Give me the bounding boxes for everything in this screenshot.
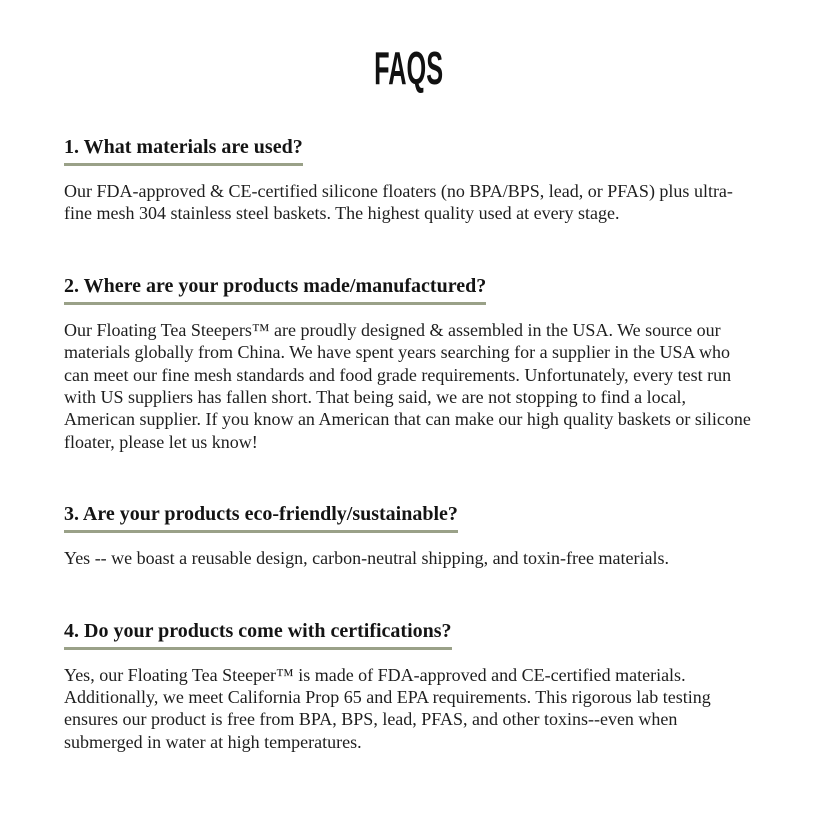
faq-list: [64, 136, 753, 753]
faq-question: 4. Do your products come with certifications?: [64, 620, 452, 650]
faq-question: 3. Are your products eco-friendly/sustainable?: [64, 503, 458, 533]
faq-question: 1. What materials are used?: [64, 136, 303, 166]
faq-item-3: [64, 503, 753, 569]
page-title-text: FAQS: [374, 42, 443, 94]
faq-answer: Our FDA-approved & CE-certified silicone floaters (no BPA/BPS, lead, or PFAS) plus ultra-fine mesh 304 stainless steel baskets. The highest quality used at every stage.: [64, 181, 733, 224]
faq-answer: Yes, our Floating Tea Steeper™ is made of FDA-approved and CE-certified materials. Additionally, we meet California Prop 65 and EPA requirements. This rigorous lab testing ensures our product is free from BPA, BPS, lead, PFAS, and other toxins--even when submerged in water at high temperatures.: [64, 664, 711, 752]
faq-answer: Our Floating Tea Steepers™ are proudly designed & assembled in the USA. We source our materials globally from China. We have spent years searching for a supplier in the USA who can meet our fine mesh standards and food grade requirements. Unfortunately, every test run with US suppliers has fallen short. That being said, we are not stopping to find a local, American supplier. If you know an American that can make our high quality baskets or silicone floater, please let us know!: [64, 319, 751, 452]
faq-item-2: [64, 275, 753, 453]
faq-item-4: [64, 620, 753, 754]
faq-item-1: [64, 136, 753, 225]
faq-answer: Yes -- we boast a reusable design, carbon-neutral shipping, and toxin-free materials.: [64, 548, 669, 569]
faq-question: 2. Where are your products made/manufactured?: [64, 275, 486, 305]
page-title: [64, 44, 753, 92]
